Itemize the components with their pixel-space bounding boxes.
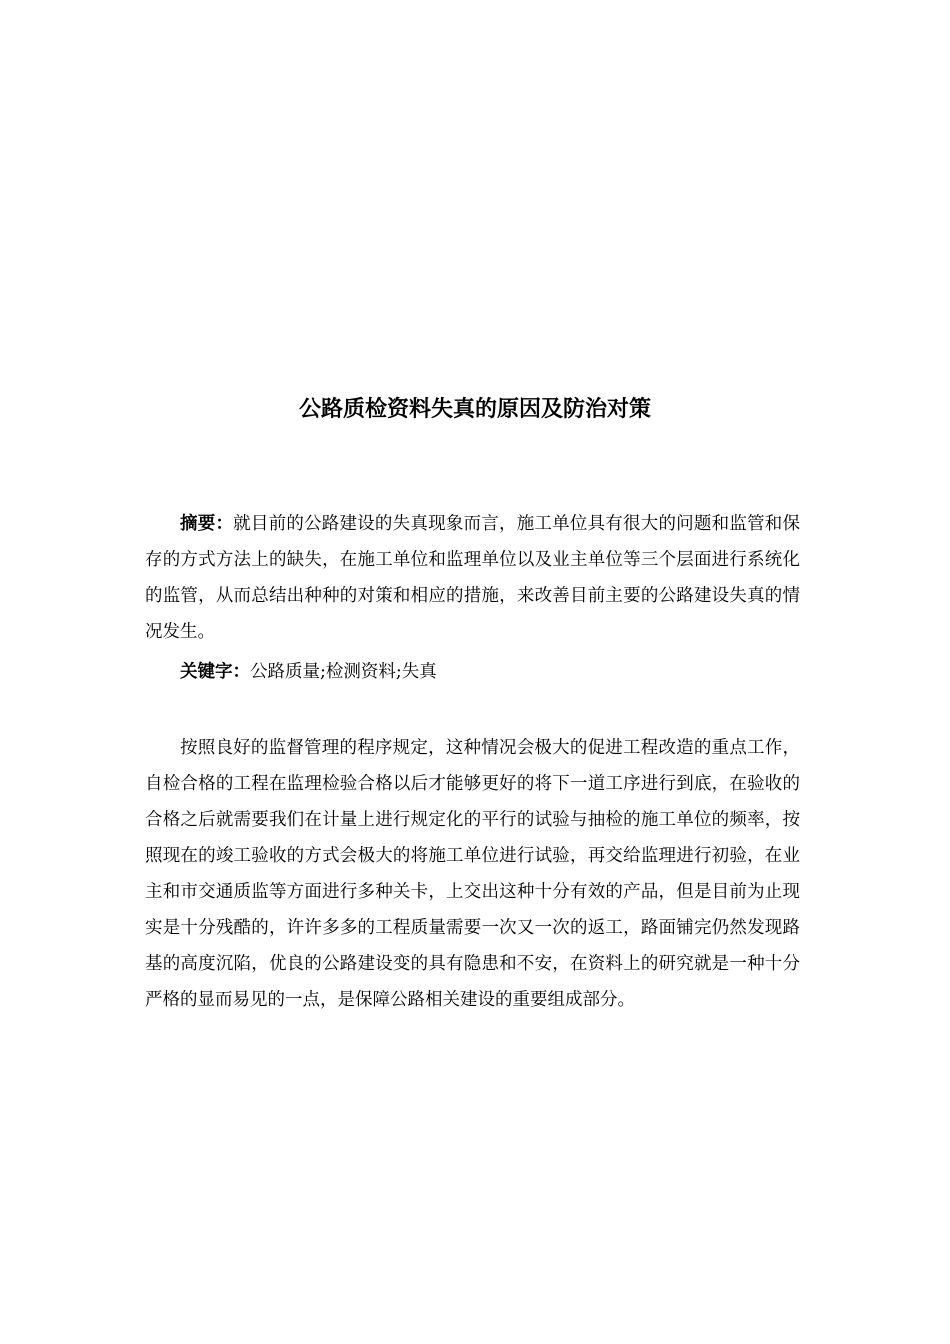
document-title: 公路质检资料失真的原因及防治对策	[298, 397, 651, 422]
keywords-paragraph	[145, 654, 800, 690]
abstract-paragraph	[145, 506, 800, 650]
abstract-label: 摘要：	[180, 514, 234, 534]
body-paragraph: 按照良好的监督管理的程序规定，这种情况会极大的促进工程改造的重点工作，自检合格的工程在监理检验合格以后才能够更好的将下一道工序进行到底，在验收的合格之后就需要我们在计量上进行规定化的平行的试验与抽检的施工单位的频率，按照现在的竣工验收的方式会极大的将施工单位进行试验，再交给监理进行初验，在业主和市交通质监等方面进行多种关卡，上交出这种十分有效的产品，但是目前为止现实是十分残酷的，许许多多的工程质量需要一次又一次的返工，路面铺完仍然发现路基的高度沉陷，优良的公路建设变的具有隐患和不安，在资料上的研究就是一种十分严格的显而易见的一点，是保障公路相关建设的重要组成部分。	[145, 738, 800, 1010]
abstract-text: 就目前的公路建设的失真现象而言，施工单位具有很大的问题和监管和保存的方式方法上的缺失，在施工单位和监理单位以及业主单位等三个层面进行系统化的监管，从而总结出种种的对策和相应的措施，来改善目前主要的公路建设失真的情况发生。	[145, 514, 801, 642]
keywords-label: 关键字：	[180, 662, 250, 682]
keywords-text: 公路质量;检测资料;失真	[250, 662, 437, 682]
